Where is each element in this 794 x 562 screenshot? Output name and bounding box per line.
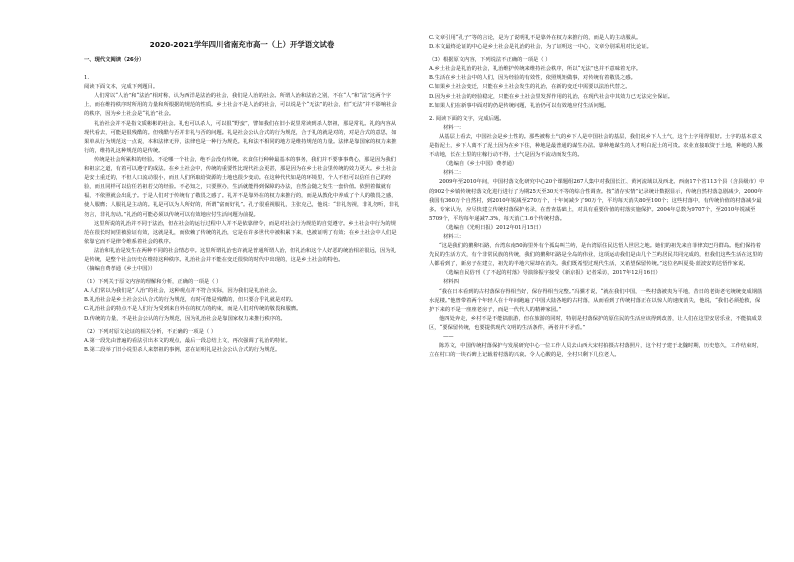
option-b: B.礼治社会是乡土社会公认合式的行为规范，有时可能是残酷的，但只要合乎礼就是对的。 — [84, 297, 297, 304]
option-a: A.乡土社会是礼治的社会，礼治维护传统来维持社会秩序，所以“无法”也并不意味着无序。 — [429, 66, 642, 73]
passage-paragraph: 人们常以“人治”和“法治”相对称，认为西洋是法治的社会，我们是人治的社会。所谓人治和法治之别，不在“人”和“法”这两个字上，而在维持秩序时所用的力量和所根据的规范的性质。乡土社会不是人治的社会，可以说是个“无法”的社会，但“无法”并不影响社会的秩序，因为乡土社会是“礼治”社会。 — [84, 93, 397, 118]
material-text: “这是我们的鹅卵石路，台湾东南50海里外有个孤岛叫兰屿，是台湾原住民达悟人世居之地。她们的祖先来自菲律宾巴丹群岛。他们保持着先民的生活方式，有个非常民族的传统，我们的鹅卵石路是全岛的伟业，这项运动我们是由几个兰屿居民共同完成的，但我们这些生活在这里的人都看到了，新房子在建立，祖先的半地穴屋却在消失。我们既希望过现代生活，又希望保留传统。”这位名叫夏曼·蓝波安的达悟作家说。 — [429, 243, 763, 268]
option-c: C.文章引用“孔子”等的言论，是为了说明礼不是靠外在权力来推行的，而是人的主动服从。 — [429, 35, 642, 41]
question-stem: （3）根据原文内容，下列说法不正确的一项是（ ） — [429, 57, 551, 64]
material-text: 2009年至2010年间，中国村落文化研究中心20个课题组267人集中对我国长江、黄河流域以及西北、西南17个省113个县（含县级市）中的902个乡镇传统村落文化进行进行了为期25天至30天不等的综合性调查。按“清存实情”记录统计数据显示，传统自然村落急剧减少，2000年我国有360万个自然村，到2010年锐减至270万个，十年间减少了90万个，平均每天消失80至100个；这些村落中，有传统价值的村落减少最多。专家认为，应尽快建立传统村落保护名录，在普查基础上，对具有重要价值的村落实施保护。2004年总数为9707个，至2010年锐减至5709个，平均每年递减7.3%，每天消亡1.6个传统村落。 — [429, 179, 765, 222]
option-c: C.如果乡土社会变迁，只能在乡土社会发生的礼治，在新的变迁中需要以法治代替之。 — [429, 84, 631, 91]
left-column — [84, 56, 400, 355]
option-d: D.因为乡土社会的经验稳定，只能在乡土社会里发挥作用的礼治，在现代社会中其效力已无法完全保证。 — [429, 93, 674, 100]
question-number: 1. — [84, 75, 90, 82]
material-text: 陈苏文，中国传统村落保护与发展研究中心一位工作人员去山西大宋村拍摄古村落照片，这个村子建于北魏时期，历史悠久，工作结束时，立在村口的一块石碑上记载着村落的兴衰。令人心酸的是，全村只剩下几位老人。 — [429, 343, 763, 359]
option-c: C.礼治社会的特点不是人们行为受到来自外在的权力的约束，而是人们对传统的敬畏和服膺。 — [84, 306, 302, 313]
passage-paragraph: 传统是社会所累积的经验。不论哪一个社会，绝不会没有传统。衣食住行种种最基本的事务，我们并不要事事费心，那是因为我们和祖宗之道，有着可以遵守的成法。在乡土社会中，传统的重要性比现代社会更甚，那是因为在乡土社会里传统的效力更大。乡土社会是安土重迁的，不但人口流动很小，而且人们所取给资源的土地也很少变动。在这种代代如是的环境里，个人不但可以信任自己的经验，而且同样可以信任若祖若父的经验。不必知之，只要照办，生活就能得到保障的办法，自然会随之发生一套价值。依照着做就有福，不依照就会出乱子。于是人们对于传统有了敬畏之感了。礼并不是靠外在的权力来推行的，而是从教化中养成了个人的敬畏之感，使人服膺；人服礼是主动的。礼是可以为人所好的，所谓“富而好礼”。孔子很重视服礼，主张克己，他说：“非礼勿视，非礼勿听，非礼勿言，非礼勿动。”礼治的可能必须以传统可以有效地应付生活问题为前提。 — [84, 156, 400, 218]
material-source: （选编自《乡土中国》费孝通） — [443, 161, 518, 168]
material-heading: 材料三： — [443, 233, 465, 240]
option-d: D.传统的力量，不是社会公认的行为规范，因为礼治社会是靠国家权力来推行秩序的。 — [84, 315, 286, 322]
question-number: 2. 阅读下面的文字，完成后题。 — [429, 115, 505, 122]
material-text: “我在日本看到的古村落保存得相当好，保存得相当完整。”冯骥才说，“就在我们中国，一些村落被夷为平地，昔日的老街老宅统统变成钢筋水泥楼。”他曾带着两个年轻人在十年间跑遍了中国大陆各地的古村落，从而看到了传统村落正在以惊人的速度消失，他说，“我们必须抢救，保护下来的不是一座座老房子，而是一代代人的精神家园。” — [429, 288, 763, 313]
option-a: A.第一段先由普遍的看法引出本文的观点，最后一段总结上文，再次强调了礼治的特征。 — [84, 337, 291, 344]
question-stem: （1）下列关于原文内容的理解和分析，正确的一项是（ ） — [84, 279, 222, 286]
option-d: D.本文最终论证的中心是乡土社会是礼治的社会，为了证明这一中心，文章分别采用对比论证。 — [429, 44, 652, 51]
passage-source: （摘编自费孝通《乡土中国》） — [84, 266, 156, 273]
passage-paragraph: 法治和礼治是发生在两种不同的社会情态中。这里所谓礼治也许就是普通所谓人治，但礼治和这个人好恶的统治相差很远，因为礼是传统，是整个社会历史在维持这种秩序。礼治社会并不能在变迁很快的时代中出现的，这是乡土社会的特色。 — [84, 247, 396, 263]
material-source: （选编自《光明日报》2012年01月15日） — [443, 224, 545, 231]
separator-dash: —— — [443, 334, 454, 340]
material-heading: 材料一： — [443, 124, 465, 131]
section-heading: 一、现代文阅读（26分） — [84, 57, 145, 63]
page-title: 2020-2021学年四川省南充市高一（上）开学语文试卷 — [149, 40, 335, 49]
question-stem: （2）下列对原文论证的相关分析，不正确的一项是（ ） — [84, 328, 217, 335]
option-b: B.生活在乡土社会中的人们，因为经验的有效性，依照规矩做事，对传统有着敬畏之感。 — [429, 75, 636, 82]
right-column — [429, 34, 765, 360]
option-e: E.如果人们在新事中面对的仍是传统问题，礼治仍可以有效地应付生活问题。 — [429, 102, 610, 109]
option-a: A.人们常以为我们是“人治”的社会，这种观点并不符合实际，因为我们是礼治社会。 — [84, 288, 281, 295]
material-text: 从基层上看去，中国社会是乡土性的。那些被称土气的乡下人是中国社会的基层，我们说乡下人土气，这个土字用得很好。土字的基本意义是指泥土，乡下人离不了泥土因为在乡下住，种地是最普通的谋生办法。靠种地谋生的人才明白泥土的可贵。农业直接取资于土地，种地的人搬不动地，长在土里的庄稼行动不得，土气是因为不流动而发生的。 — [429, 133, 763, 159]
material-heading: 材料四 — [443, 279, 459, 286]
passage-paragraph: 礼治社会并不是指文质彬彬的社会。礼也可以杀人，可以很“野蛮”，譬如我们在旧小说里常读到杀人祭祖，那是常礼。礼的内容从现代看去，可能是很残酷的。但残酷与否并非礼与否的问题。礼是社会公认合式的行为规范，合于礼的就是对的，对是合式的意思，如果单从行为规范这一点说，本和法律无异，法律也是一种行为规范。礼和法不相同的地方是维持规范的力量。法律是靠国家的权力来推行的，维持礼这种规范的是传统。 — [84, 120, 397, 154]
option-b: B.第二段举了旧小说里杀人来祭祖的事例，意在证明礼是社会公认合式的行为规范。 — [84, 346, 281, 353]
material-source: （选编自民俗刊《了不起的村落》导演徐振宇接受《新京报》记者采访，2017年12月16日） — [443, 270, 661, 277]
material-text: 他四处奔走，乡村不是不能搞旅游，但在旅游的同时，特别是村落保护的原住民的生活应该得到改善，让人们在这里安居乐业，不能搞成景区，“要保留传统，也要提供现代文明的生活条件，两者并不矛盾。” — [429, 315, 763, 331]
material-heading: 材料二： — [443, 170, 465, 177]
question-intro: 阅读下面文本，完成下列题目。 — [84, 84, 159, 91]
passage-paragraph: 这里所说的礼治并不同于法治，但在社会的运行过程中人并不是依靠律令，而是对社会行为规范的自觉遵守。乡土社会中行为的规范在很长时间里被验证有效，这就是礼，而依赖了传统的礼治，它是在许多世代中被积累下来，也被证明了有效；在乡土社会中人们是依靠它而不是律令维系着社会的秩序。 — [84, 220, 397, 245]
